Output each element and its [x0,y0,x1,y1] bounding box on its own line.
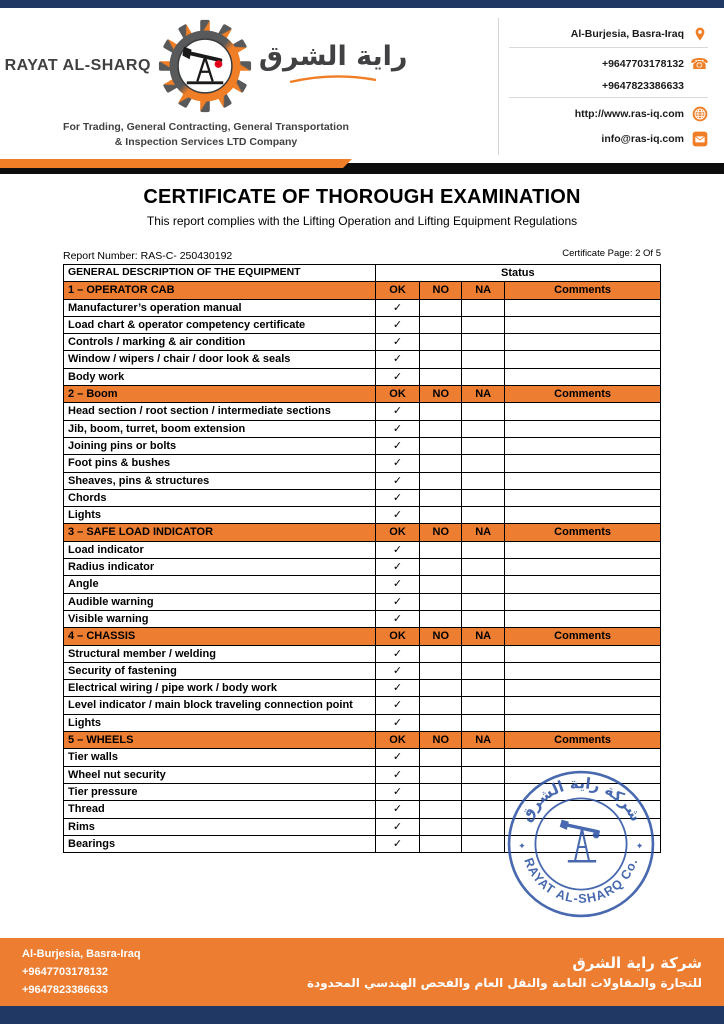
no-cell [420,472,462,489]
column-header: Comments [505,732,661,749]
na-cell [462,368,505,385]
company-name-ar: راية الشرق [258,40,408,72]
na-cell [462,593,505,610]
item-label: Level indicator / main block traveling connection point [64,697,376,714]
table-row [64,437,661,454]
comments-cell [505,472,661,489]
item-label: Controls / marking & air condition [64,334,376,351]
comments-cell [505,334,661,351]
table-row [64,749,661,766]
comments-cell [505,541,661,558]
item-label: Body work [64,368,376,385]
column-header: OK [375,386,420,403]
contact-block [498,18,710,155]
na-cell [462,749,505,766]
item-label: Foot pins & bushes [64,455,376,472]
phone2-text: +9647823386633 [601,80,684,92]
item-label: Rims [64,818,376,835]
table-row [64,680,661,697]
na-cell [462,316,505,333]
column-header: NO [420,386,462,403]
na-cell [462,766,505,783]
section-title: 2 – Boom [64,386,376,403]
ok-cell: ✓ [375,749,420,766]
comments-cell [505,455,661,472]
table-row [64,541,661,558]
ok-cell: ✓ [375,576,420,593]
item-label: Visible warning [64,610,376,627]
comments-cell [505,403,661,420]
comments-cell [505,766,661,783]
column-header: OK [375,732,420,749]
certificate-page-indicator: Certificate Page: 2 Of 5 [562,248,661,259]
na-cell [462,576,505,593]
ok-cell: ✓ [375,316,420,333]
table-row [64,645,661,662]
no-cell [420,783,462,800]
column-header: NA [462,282,505,299]
column-header: Comments [505,386,661,403]
na-cell [462,507,505,524]
table-row [64,783,661,800]
company-logo [157,18,253,114]
ok-cell: ✓ [375,489,420,506]
item-label: Head section / root section / intermediate sections [64,403,376,420]
column-header: OK [375,628,420,645]
ok-cell: ✓ [375,403,420,420]
no-cell [420,662,462,679]
na-cell [462,801,505,818]
phone-icon: ☎ [690,54,709,73]
table-row [64,766,661,783]
ok-cell: ✓ [375,559,420,576]
na-cell [462,818,505,835]
contact-website [509,105,708,123]
column-header: OK [375,524,420,541]
no-cell [420,801,462,818]
item-label: Structural member / welding [64,645,376,662]
na-cell [462,472,505,489]
footer-navy-bar [0,1006,724,1024]
no-cell [420,818,462,835]
table-row [64,368,661,385]
na-cell [462,697,505,714]
location-pin-icon [691,26,708,42]
no-cell [420,316,462,333]
table-row [64,403,661,420]
item-label: Electrical wiring / pipe work / body work [64,680,376,697]
no-cell [420,835,462,852]
ok-cell: ✓ [375,680,420,697]
na-cell [462,783,505,800]
comments-cell [505,697,661,714]
na-cell [462,559,505,576]
na-cell [462,403,505,420]
tagline-line2: & Inspection Services LTD Company [114,136,298,149]
no-cell [420,593,462,610]
company-tagline [30,120,382,150]
ok-cell: ✓ [375,334,420,351]
email-link[interactable]: info@ras-iq.com [601,133,684,145]
item-label: Audible warning [64,593,376,610]
ok-cell: ✓ [375,662,420,679]
comments-cell [505,645,661,662]
no-cell [420,697,462,714]
na-cell [462,835,505,852]
phone1-text: +9647703178132 [601,58,684,70]
na-cell [462,455,505,472]
ok-cell: ✓ [375,645,420,662]
column-header: NA [462,386,505,403]
table-row [64,455,661,472]
ok-cell: ✓ [375,299,420,316]
section-title: 1 – OPERATOR CAB [64,282,376,299]
column-header: Comments [505,524,661,541]
comments-cell [505,818,661,835]
footer-phone-1: +9647703178132 [22,965,108,978]
comments-cell [505,559,661,576]
comments-cell [505,662,661,679]
equipment-table-body [64,282,661,853]
item-label: Load indicator [64,541,376,558]
table-row [64,835,661,852]
table-row [64,559,661,576]
item-label: Radius indicator [64,559,376,576]
item-label: Angle [64,576,376,593]
envelope-icon [691,131,708,147]
company-name-ar-block [258,40,408,89]
no-cell [420,559,462,576]
table-row [64,420,661,437]
no-cell [420,507,462,524]
item-label: Window / wipers / chair / door look & seals [64,351,376,368]
stamp-arabic-text: شركة راية الشرق [516,774,646,825]
comments-cell [505,610,661,627]
item-label: Load chart & operator competency certificate [64,316,376,333]
footer-orange-bar [0,938,724,1006]
table-row [64,489,661,506]
comments-cell [505,576,661,593]
no-cell [420,610,462,627]
comments-cell [505,299,661,316]
section-header-row [64,386,661,403]
table-row [64,351,661,368]
section-header-row [64,282,661,299]
ok-cell: ✓ [375,455,420,472]
table-row [64,801,661,818]
header-divider [0,159,724,174]
footer-address: Al-Burjesia, Basra-Iraq [22,947,141,960]
na-cell [462,420,505,437]
section-title: 5 – WHEELS [64,732,376,749]
item-label: Joining pins or bolts [64,437,376,454]
svg-text:✦: ✦ [518,842,526,853]
no-cell [420,645,462,662]
column-header: OK [375,282,420,299]
comments-cell [505,489,661,506]
no-cell [420,749,462,766]
page-subtitle: This report complies with the Lifting Operation and Lifting Equipment Regulations [146,214,578,228]
item-label: Lights [64,507,376,524]
no-cell [420,299,462,316]
comments-cell [505,437,661,454]
ok-cell: ✓ [375,437,420,454]
ok-cell: ✓ [375,472,420,489]
ok-cell: ✓ [375,835,420,852]
contact-phone-2 [509,80,708,98]
footer-company-name-ar: شركة راية الشرق [572,953,702,972]
no-cell [420,334,462,351]
ok-cell: ✓ [375,818,420,835]
report-number: Report Number: RAS-C- 250430192 [63,250,233,262]
letterhead [0,8,724,155]
item-label: Tier pressure [64,783,376,800]
comments-cell [505,714,661,731]
gear-pumpjack-icon [157,18,253,114]
section-header-row [64,524,661,541]
ok-cell: ✓ [375,697,420,714]
table-row [64,299,661,316]
comments-cell [505,351,661,368]
comments-cell [505,749,661,766]
svg-text:✦: ✦ [635,842,644,853]
section-title: 4 – CHASSIS [64,628,376,645]
svg-text:RAYAT AL-SHARQ Co. [521,856,640,906]
column-header: Comments [505,628,661,645]
na-cell [462,489,505,506]
globe-icon [691,106,708,122]
na-cell [462,714,505,731]
na-cell [462,662,505,679]
section-header-row [64,628,661,645]
table-row [64,472,661,489]
item-label: Thread [64,801,376,818]
page-footer [0,938,724,1024]
table-row [64,316,661,333]
column-header: Comments [505,282,661,299]
page-title: CERTIFICATE OF THOROUGH EXAMINATION [143,186,581,208]
logo-swoosh [287,75,379,84]
table-row [64,662,661,679]
no-cell [420,576,462,593]
ok-cell: ✓ [375,766,420,783]
item-label: Jib, boom, turret, boom extension [64,420,376,437]
item-label: Chords [64,489,376,506]
comments-cell [505,680,661,697]
ok-cell: ✓ [375,610,420,627]
column-header: NA [462,628,505,645]
item-label: Manufacturer’s operation manual [64,299,376,316]
comments-cell [505,507,661,524]
comments-cell [505,801,661,818]
comments-cell [505,835,661,852]
no-cell [420,455,462,472]
no-cell [420,541,462,558]
column-header: NO [420,524,462,541]
no-cell [420,403,462,420]
table-row [64,593,661,610]
table-row [64,714,661,731]
table-row [64,610,661,627]
na-cell [462,351,505,368]
footer-company-description-ar: للتجارة والمقاولات العامة والنقل العام والفحص الهندسي المحدودة [306,976,702,991]
no-cell [420,420,462,437]
na-cell [462,541,505,558]
equipment-table [63,264,661,853]
section-title: 3 – SAFE LOAD INDICATOR [64,524,376,541]
table-row [64,334,661,351]
stamp-latin-text: RAYAT AL-SHARQ Co. [521,856,641,906]
ok-cell: ✓ [375,801,420,818]
comments-cell [505,316,661,333]
ok-cell: ✓ [375,420,420,437]
contact-address [509,26,708,48]
na-cell [462,437,505,454]
table-row [64,507,661,524]
ok-cell: ✓ [375,351,420,368]
no-cell [420,680,462,697]
item-label: Bearings [64,835,376,852]
table-header-status: Status [375,265,660,282]
column-header: NA [462,524,505,541]
column-header: NO [420,282,462,299]
item-label: Lights [64,714,376,731]
ok-cell: ✓ [375,714,420,731]
contact-phone-1 [509,55,708,73]
column-header: NO [420,732,462,749]
no-cell [420,368,462,385]
no-cell [420,714,462,731]
na-cell [462,645,505,662]
footer-phone-2: +9647823386633 [22,984,108,997]
footer-arabic-block [307,952,702,993]
comments-cell [505,783,661,800]
address-text: Al-Burjesia, Basra-Iraq [570,28,684,40]
table-header-row [64,265,661,282]
no-cell [420,766,462,783]
no-cell [420,437,462,454]
column-header: NA [462,732,505,749]
table-row [64,818,661,835]
ok-cell: ✓ [375,541,420,558]
ok-cell: ✓ [375,783,420,800]
comments-cell [505,420,661,437]
na-cell [462,334,505,351]
ok-cell: ✓ [375,507,420,524]
footer-contact-block [22,945,141,999]
company-name-en: RAYAT AL-SHARQ [4,57,151,74]
table-row [64,697,661,714]
ok-cell: ✓ [375,593,420,610]
comments-cell [505,368,661,385]
ok-cell: ✓ [375,368,420,385]
na-cell [462,299,505,316]
item-label: Wheel nut security [64,766,376,783]
company-logo-block [4,18,408,150]
top-navy-bar [0,0,724,8]
website-link[interactable]: http://www.ras-iq.com [574,108,684,120]
column-header: NO [420,628,462,645]
na-cell [462,610,505,627]
tagline-line1: For Trading, General Contracting, General Transportation [63,121,349,133]
item-label: Tier walls [64,749,376,766]
na-cell [462,680,505,697]
item-label: Security of fastening [64,662,376,679]
table-row [64,576,661,593]
section-header-row [64,732,661,749]
no-cell [420,351,462,368]
contact-email [509,130,708,148]
table-header-description: GENERAL DESCRIPTION OF THE EQUIPMENT [64,265,376,282]
comments-cell [505,593,661,610]
no-cell [420,489,462,506]
divider-orange-bar [0,159,352,168]
item-label: Sheaves, pins & structures [64,472,376,489]
